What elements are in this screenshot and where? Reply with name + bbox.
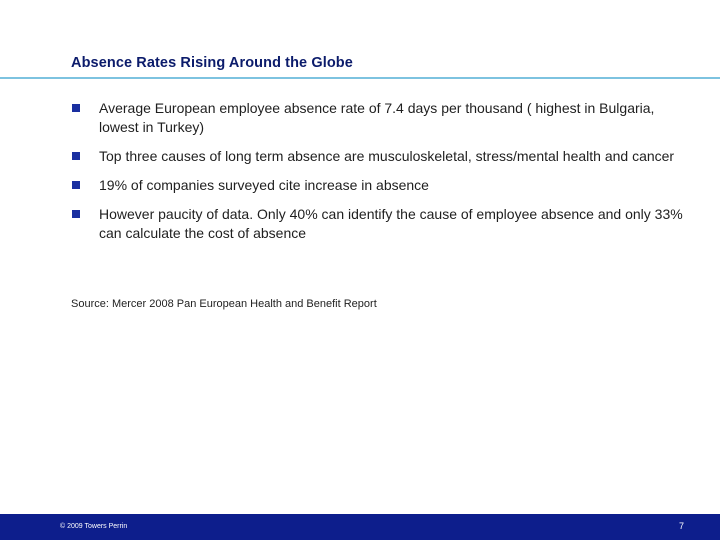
bullet-list: [72, 99, 692, 253]
square-bullet-icon: [72, 181, 80, 189]
bullet-text: 19% of companies surveyed cite increase in absence: [99, 177, 429, 193]
square-bullet-icon: [72, 210, 80, 218]
footer-bar: [0, 514, 720, 540]
bullet-item: [72, 176, 692, 195]
bullet-text: Top three causes of long term absence are musculoskeletal, stress/mental health and cancer: [99, 148, 675, 164]
source-note: Source: Mercer 2008 Pan European Health and Benefit Report: [71, 298, 377, 310]
slide-title: Absence Rates Rising Around the Globe: [71, 55, 353, 71]
bullet-text: However paucity of data. Only 40% can identify the cause of employee absence and only 33% can calculate the cost of absence: [99, 206, 683, 241]
bullet-item: [72, 99, 692, 137]
title-divider: [0, 77, 720, 79]
square-bullet-icon: [72, 104, 80, 112]
page-number: 7: [678, 521, 684, 531]
bullet-text: Average European employee absence rate of 7.4 days per thousand ( highest in Bulgaria, lowest in Turkey): [99, 100, 655, 135]
square-bullet-icon: [72, 152, 80, 160]
bullet-item: [72, 205, 692, 243]
bullet-item: [72, 147, 692, 166]
footer-copyright: © 2009 Towers Perrin: [60, 523, 128, 530]
